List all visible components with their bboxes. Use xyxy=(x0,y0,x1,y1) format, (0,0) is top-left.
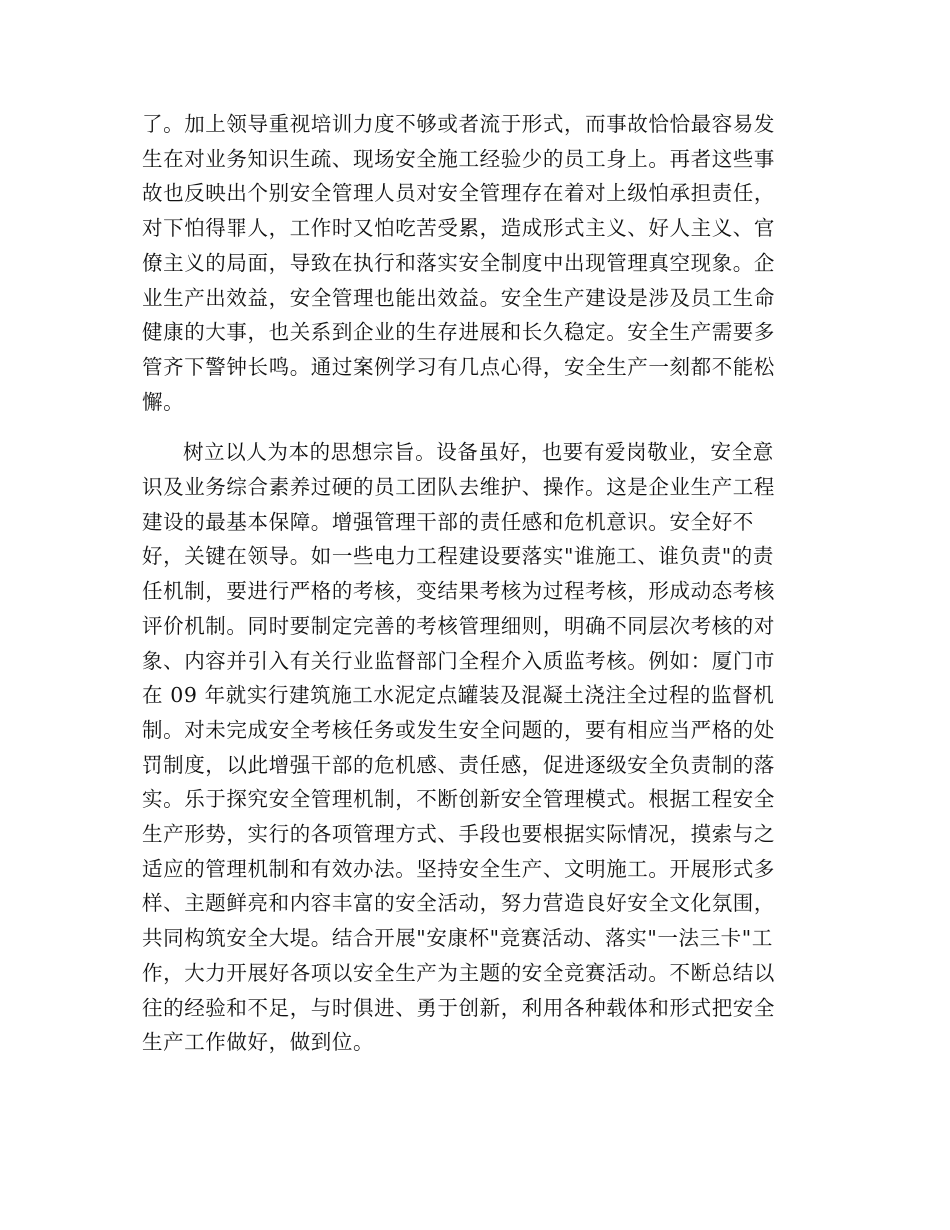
text-line: 作，大力开展好各项以安全生产为主题的安全竞赛活动。不断总结以 xyxy=(142,960,775,985)
text-line: 任机制，要进行严格的考核，变结果考核为过程考核，形成动态考核 xyxy=(142,579,775,604)
text-line: 生产工作做好，做到位。 xyxy=(142,1030,375,1055)
text-line: 罚制度，以此增强干部的危机感、责任感，促进逐级安全负责制的落 xyxy=(142,752,775,777)
text-line: 僚主义的局面，导致在执行和落实安全制度中出现管理真空现象。企 xyxy=(142,250,775,275)
text-line: 实。乐于探究安全管理机制，不断创新安全管理模式。根据工程安全 xyxy=(142,787,775,812)
document-body xyxy=(142,107,807,1060)
text-line: 懈。 xyxy=(142,389,185,414)
text-line: 往的经验和不足，与时俱进、勇于创新，利用各种载体和形式把安全 xyxy=(142,995,775,1020)
text-line: 象、内容并引入有关行业监督部门全程介入质监考核。例如：厦门市 xyxy=(142,648,775,673)
text-line: 树立以人为本的思想宗旨。设备虽好，也要有爱岗敬业，安全意 xyxy=(183,440,774,465)
text-line: 生产形势，实行的各项管理方式、手段也要根据实际情况，摸索与之 xyxy=(142,822,775,847)
text-line: 了。加上领导重视培训力度不够或者流于形式，而事故恰恰最容易发 xyxy=(142,112,775,136)
text-line: 识及业务综合素养过硬的员工团队去维护、操作。这是企业生产工程 xyxy=(142,475,775,500)
text-line: 故也反映出个别安全管理人员对安全管理存在着对上级怕承担责任， xyxy=(142,181,775,206)
text-line: 健康的大事，也关系到企业的生存进展和长久稳定。安全生产需要多 xyxy=(142,320,775,345)
text-line: 业生产出效益，安全管理也能出效益。安全生产建设是涉及员工生命 xyxy=(142,285,775,310)
text-line: 管齐下警钟长鸣。通过案例学习有几点心得，安全生产一刻都不能松 xyxy=(142,354,775,379)
text-line: 好，关键在领导。如一些电力工程建设要落实"谁施工、谁负责"的责 xyxy=(142,544,774,569)
paragraph-1 xyxy=(142,107,807,419)
text-line: 评价机制。同时要制定完善的考核管理细则，明确不同层次考核的对 xyxy=(142,613,775,638)
text-line: 适应的管理机制和有效办法。坚持安全生产、文明施工。开展形式多 xyxy=(142,856,775,881)
text-line: 样、主题鲜亮和内容丰富的安全活动，努力营造良好安全文化氛围， xyxy=(142,891,775,916)
text-line: 在 09 年就实行建筑施工水泥定点罐装及混凝土浇注全过程的监督机 xyxy=(142,683,775,708)
text-line: 制。对未完成安全考核任务或发生安全问题的，要有相应当严格的处 xyxy=(142,717,775,742)
text-line: 生在对业务知识生疏、现场安全施工经验少的员工身上。再者这些事 xyxy=(142,146,775,171)
text-line: 共同构筑安全大堤。结合开展"安康杯"竞赛活动、落实"一法三卡"工 xyxy=(142,926,773,951)
paragraph-2 xyxy=(142,435,807,1060)
text-line: 建设的最基本保障。增强管理干部的责任感和危机意识。安全好不 xyxy=(142,509,754,534)
text-line: 对下怕得罪人，工作时又怕吃苦受累，造成形式主义、好人主义、官 xyxy=(142,216,775,241)
